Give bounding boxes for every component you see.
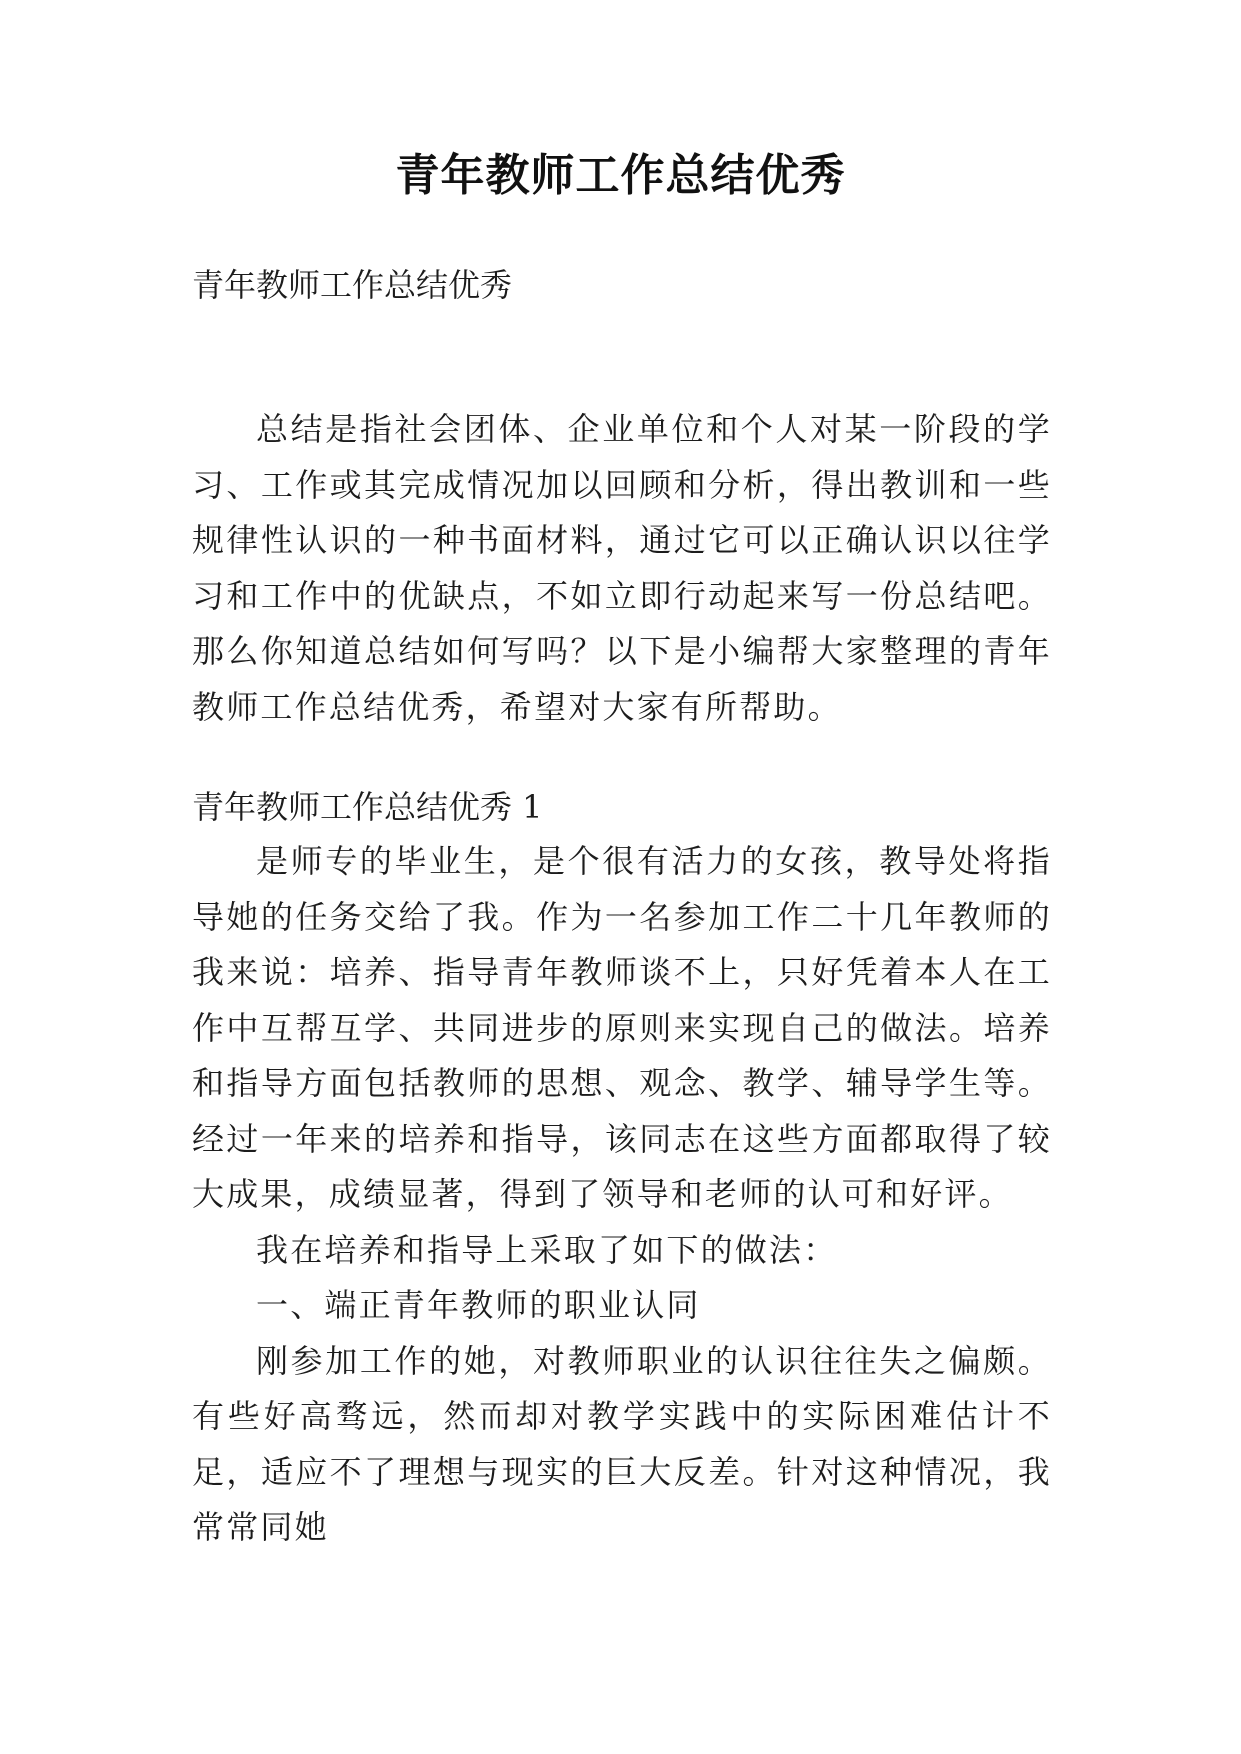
document-subtitle: 青年教师工作总结优秀 (192, 266, 513, 304)
body-paragraph: 我在培养和指导上采取了如下的做法： (256, 1230, 838, 1269)
section-heading: 青年教师工作总结优秀 1 (192, 788, 543, 826)
intro-paragraph: 总结是指社会团体、企业单位和个人对某一阶段的学习、工作或其完成情况加以回顾和分析，得出教训和一些规律性认识的一种书面材料，通过它可以正确认识以往学习和工作中的优缺点，不如立即行动起来写一份总结吧。那么你知道总结如何写吗？以下是小编帮大家整理的青年教师工作总结优秀，希望对大家有所帮助。 (192, 410, 1052, 726)
body-paragraph: 是师专的毕业生，是个很有活力的女孩，教导处将指导她的任务交给了我。作为一名参加工作二十几年教师的我来说：培养、指导青年教师谈不上，只好凭着本人在工作中互帮互学、共同进步的原则来实现自己的做法。培养和指导方面包括教师的思想、观念、教学、辅导学生等。经过一年来的培养和指导，该同志在这些方面都取得了较大成果，成绩显著，得到了领导和老师的认可和好评。 (192, 842, 1052, 1213)
body-paragraph: 一、端正青年教师的职业认同 (256, 1286, 701, 1324)
document-title: 青年教师工作总结优秀 (395, 150, 846, 201)
body-paragraph: 刚参加工作的她，对教师职业的认识往往失之偏颇。有些好高骛远，然而却对教学实践中的实际困难估计不足，适应不了理想与现实的巨大反差。针对这种情况，我常常同她 (192, 1341, 1052, 1546)
section-content (192, 834, 1052, 1556)
